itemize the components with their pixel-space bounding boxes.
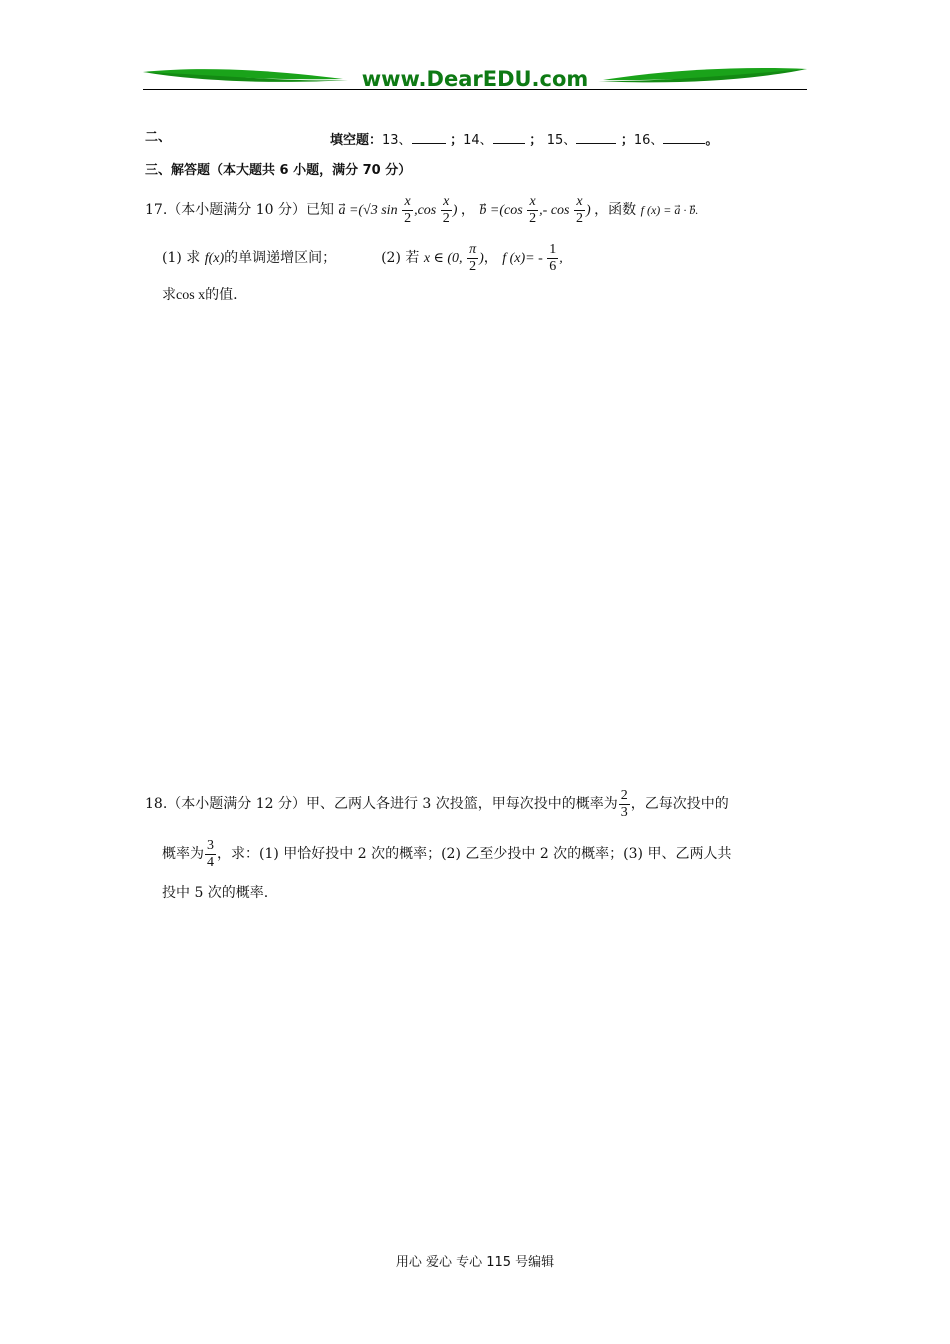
part1-suffix: 的单调递增区间； bbox=[224, 250, 337, 266]
q15-label: 15、 bbox=[546, 133, 577, 148]
line3-prefix: 求 bbox=[162, 287, 176, 303]
frac-3-over-4: $\frac{3}{4}$ bbox=[207, 837, 214, 870]
frac-x-over-2: $\frac{x}{2}$ bbox=[529, 194, 537, 227]
q17-intro: （本小题满分 10 分）已知 bbox=[167, 202, 334, 218]
site-logo-text: www.DearEDU.com bbox=[361, 67, 589, 91]
sep-2: ； bbox=[529, 133, 543, 148]
q18-line2 bbox=[162, 834, 731, 874]
q18-number: 18. bbox=[145, 796, 168, 812]
q18-line1-text: （本小题满分 12 分）甲、乙两人各进行 3 次投篮，甲每次投中的概率为 bbox=[167, 796, 618, 812]
q16-blank[interactable] bbox=[663, 129, 705, 144]
section2-label: 二、 bbox=[145, 130, 172, 145]
q17-line2: (1) 求 f(x)的单调递增区间； (2) 若 x ∈ (0, $\frac{\pi}{2}$ )， f (x)= - $\frac{1}{6}$ , bbox=[162, 242, 563, 275]
frac-x-over-2: $\frac{x}{2}$ bbox=[442, 194, 450, 227]
part2-prefix: (2) 若 bbox=[381, 250, 420, 266]
q17-line3 bbox=[162, 286, 238, 305]
section2-end: 。 bbox=[705, 133, 719, 148]
q13-label: 13、 bbox=[382, 133, 412, 148]
q17-line1: 17.（本小题满分 10 分）已知 a =(√3 sin $\frac{x}{2}$ ,cos $\frac{x}{2}$ ) ， b =(cos $\frac{x}{2}$ ,- cos $\frac{x}{2}$ ) ，函数 f (x) = a · b. bbox=[145, 194, 699, 227]
part1-prefix: (1) 求 bbox=[162, 250, 201, 266]
frac-pi-over-2: $\frac{\pi}{2}$ bbox=[469, 242, 477, 275]
q17-number: 17. bbox=[145, 202, 168, 218]
func-word: ，函数 bbox=[594, 202, 637, 218]
line3-expr: cos x bbox=[176, 288, 206, 303]
section2-title: 填空题： bbox=[330, 133, 383, 148]
q18-line2-prefix: 概率为 bbox=[162, 846, 204, 862]
section2-line bbox=[330, 129, 718, 150]
part1-func: f(x) bbox=[204, 251, 225, 266]
frac-x-over-2: $\frac{x}{2}$ bbox=[575, 194, 583, 227]
line3-suffix: 的值. bbox=[205, 287, 238, 303]
q18-line2-text: ，求：(1) 甲恰好投中 2 次的概率；(2) 乙至少投中 2 次的概率；(3) 甲、乙两人共 bbox=[217, 846, 732, 862]
frac-1-over-6: $\frac{1}{6}$ bbox=[549, 242, 557, 275]
header-rule bbox=[143, 89, 807, 90]
vec-a-def: a =(√3 sin $\frac{x}{2}$ ,cos $\frac{x}{2}$ ) bbox=[338, 194, 461, 227]
q13-blank[interactable] bbox=[412, 129, 446, 144]
part2-cond: x ∈ (0, $\frac{\pi}{2}$ ) bbox=[423, 242, 484, 275]
q18-line1 bbox=[145, 784, 729, 824]
section3-title: 三、解答题（本大题共 6 小题，满分 70 分） bbox=[145, 163, 412, 178]
func-def: f (x) = a · b. bbox=[640, 203, 699, 217]
q18-line3: 投中 5 次的概率. bbox=[162, 885, 269, 901]
q15-blank[interactable] bbox=[576, 129, 616, 144]
q18-line1-end: ，乙每次投中的 bbox=[630, 796, 729, 812]
page-footer: 用心 爱心 专心 115 号编辑 bbox=[395, 1255, 555, 1270]
q14-label: 14、 bbox=[463, 133, 493, 148]
sep-3: ； bbox=[620, 133, 634, 148]
part2-eq: f (x)= - $\frac{1}{6}$ , bbox=[502, 242, 563, 275]
frac-2-over-3: $\frac{2}{3}$ bbox=[620, 787, 628, 820]
q14-blank[interactable] bbox=[493, 129, 525, 144]
frac-x-over-2: $\frac{x}{2}$ bbox=[404, 194, 412, 227]
vec-b-def: b =(cos $\frac{x}{2}$ ,- cos $\frac{x}{2}$ ) bbox=[479, 194, 595, 227]
q16-label: 16、 bbox=[633, 133, 664, 148]
sep-1: ； bbox=[450, 133, 464, 148]
